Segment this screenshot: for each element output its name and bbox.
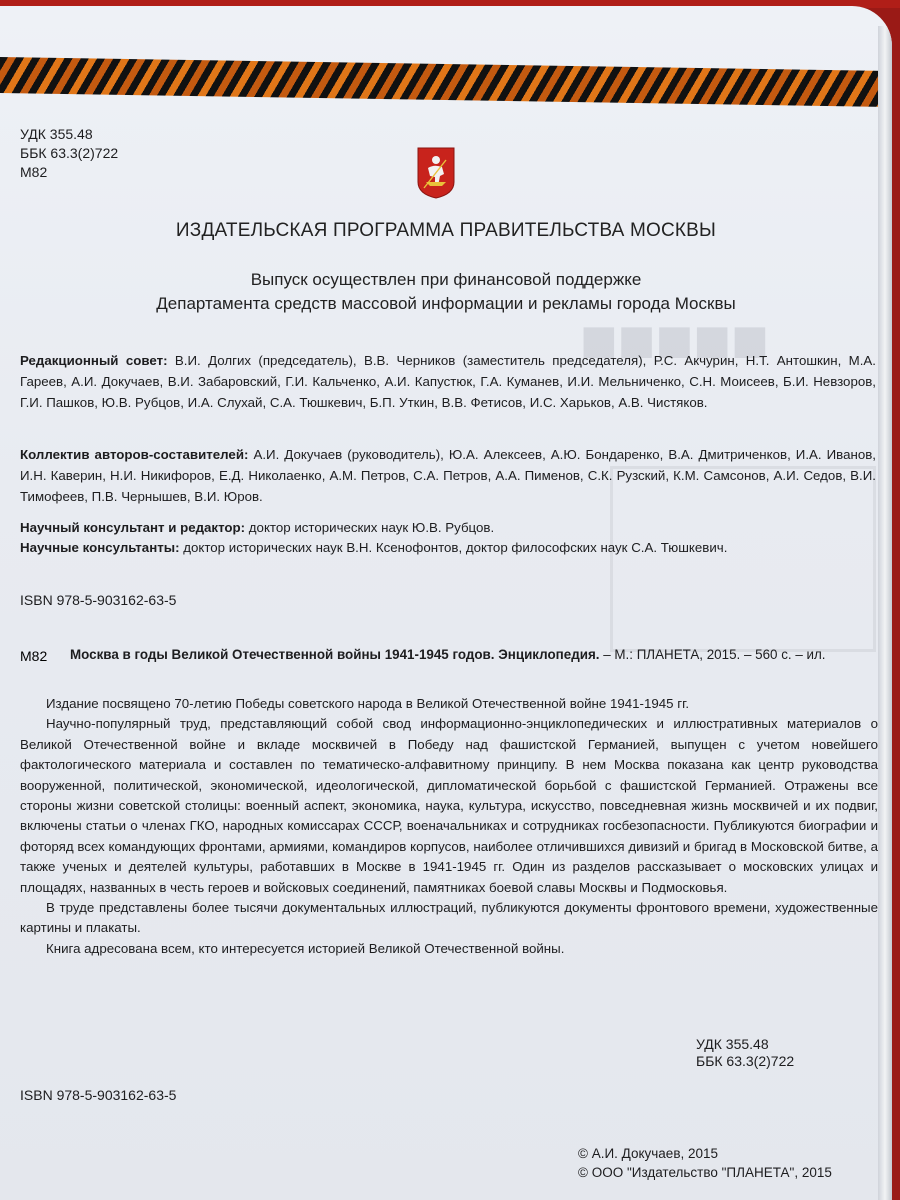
author-mark: М82 bbox=[20, 164, 48, 180]
footer-bbk: ББК 63.3(2)722 bbox=[696, 1053, 795, 1069]
abstract-paragraph: Книга адресована всем, кто интересуется историей Великой Отечественной войны. bbox=[46, 940, 565, 956]
editorial-board-text: В.И. Долгих (председатель), В.В. Черников (заместитель председателя), Р.С. Акчурин, Н.Т. Антошкин, М.А. Гареев, А.И. Докучаев, В.И. Забаровский, Г.И. Кальченко, А.И. Капустюк, Г.А. Куманев, И.И. Мельниченко, С.Н. Моисеев, Б.И. Невзоров, Г.И. Пашков, Ю.В. Рубцов, И.А. Слухай, С.А. Тюшкевич, Б.П. Уткин, В.В. Фетисов, И.С. Харьков, А.В. Чистяков. bbox=[20, 353, 876, 410]
editorial-board bbox=[20, 350, 876, 413]
program-title: ИЗДАТЕЛЬСКАЯ ПРОГРАММА ПРАВИТЕЛЬСТВА МОСКВЫ bbox=[175, 220, 717, 241]
isbn-top: ISBN 978-5-903162-63-5 bbox=[20, 592, 177, 608]
abstract bbox=[20, 694, 878, 959]
authors bbox=[20, 444, 876, 507]
moscow-coat-of-arms-icon bbox=[416, 146, 456, 200]
footer-udk: УДК 355.48 bbox=[696, 1036, 769, 1052]
book-page bbox=[0, 6, 892, 1200]
abstract-paragraph: Издание посвящено 70-летию Победы советского народа в Великой Отечественной войне 1941-1945 гг. bbox=[46, 696, 690, 711]
st-george-ribbon bbox=[0, 57, 892, 107]
authors-text: А.И. Докучаев (руководитель), Ю.А. Алексеев, А.Ю. Бондаренко, В.А. Дмитриченков, И.А. Иванов, И.Н. Каверин, Н.И. Никифоров, Е.Д. Николаенко, А.М. Петров, С.А. Петров, А.А. Пименов, С.К. Рузский, К.М. Самсонов, А.И. Седов, В.И. Тимофеев, П.В. Чернышев, В.И. Юров. bbox=[20, 447, 876, 504]
editorial-board-label: Редакционный совет: bbox=[20, 353, 168, 368]
consultants-label: Научные консультанты: bbox=[20, 540, 180, 555]
consultant-editor-text: доктор исторических наук Ю.В. Рубцов. bbox=[245, 520, 495, 535]
consultants-text: доктор исторических наук В.Н. Ксенофонтов, доктор философских наук С.А. Тюшкевич. bbox=[179, 540, 728, 555]
support-line-2: Департамента средств массовой информации и рекламы города Москвы bbox=[156, 294, 736, 313]
authors-label: Коллектив авторов-составителей: bbox=[20, 447, 249, 462]
abstract-paragraph: В труде представлены более тысячи документальных иллюстраций, публикуются документы фронтового времени, художественные картины и плакаты. bbox=[20, 900, 878, 936]
abstract-paragraph: Научно-популярный труд, представляющий собой свод информационно-энциклопедических и иллюстративных материалов о Великой Отечественной войне и вкладе москвичей в Победу над фашистской Германией, выпущен с учетом новейшего фактологического материала и составлен по тематическо-алфавитному принципу. В нем Москва показана как центр руководства вооруженной, политической, экономической, идеологической, дипломатической борьбой с фашистской Германией. Отражены все стороны жизни советской столицы: военный аспект, экономика, наука, культура, искусство, повседневная жизнь москвичей и их подвиг, включены статьи о членах ГКО, народных комиссарах СССР, военачальниках и сотрудниках госбезопасности. Публикуются биографии и фоторяд всех командующих фронтами, армиями, командиров корпусов, наиболее отличившихся дивизий и бригад в Московской битве, а также ученых и деятелей культуры, работавших в Москве в 1941-1945 гг. Один из разделов рассказывает о московских улицах и площадях, названных в честь героев и войсковых соединений, памятниках боевой славы Москвы и Подмосковья. bbox=[20, 716, 878, 895]
copyright-author: © А.И. Докучаев, 2015 bbox=[578, 1146, 719, 1161]
support-line-1: Выпуск осуществлен при финансовой поддержке bbox=[250, 270, 642, 289]
consultant-editor bbox=[20, 517, 876, 538]
bib-mark: М82 bbox=[20, 648, 48, 664]
consultant-editor-label: Научный консультант и редактор: bbox=[20, 520, 246, 535]
consultants bbox=[20, 537, 876, 558]
isbn-bottom: ISBN 978-5-903162-63-5 bbox=[20, 1087, 177, 1103]
bibliographic-record bbox=[70, 644, 876, 665]
bbk-code: ББК 63.3(2)722 bbox=[20, 145, 119, 161]
show-through-decoration: ■■■■■ bbox=[580, 316, 769, 363]
page-edge bbox=[878, 26, 892, 1200]
footer-codes bbox=[696, 1036, 794, 1070]
bib-title: Москва в годы Великой Отечественной войны 1941-1945 годов. Энциклопедия. bbox=[70, 647, 600, 662]
copyright-publisher: © ООО "Издательство "ПЛАНЕТА", 2015 bbox=[578, 1165, 832, 1180]
copyright-block bbox=[578, 1144, 832, 1182]
bib-rest: – М.: ПЛАНЕТА, 2015. – 560 с. – ил. bbox=[599, 647, 826, 662]
udk-code: УДК 355.48 bbox=[20, 126, 93, 142]
